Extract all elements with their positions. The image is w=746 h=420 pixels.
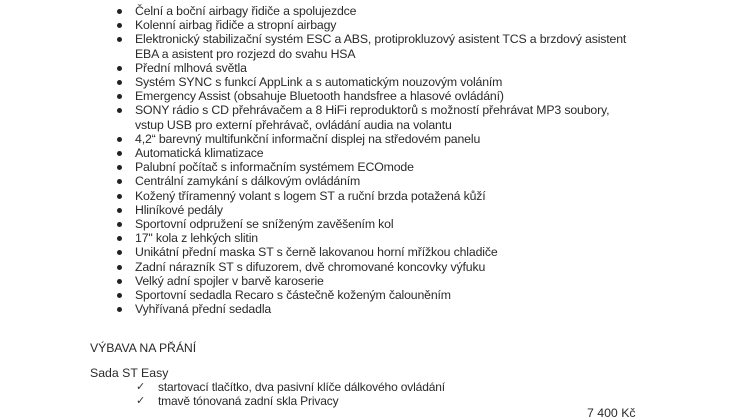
list-item-text: Sportovní sedadla Recaro s částečně koženým čalouněním <box>135 288 451 303</box>
list-item-text: Zadní nárazník ST s difuzorem, dvě chromované koncovky výfuku <box>135 259 486 274</box>
list-item-text: Čelní a boční airbagy řidiče a spolujezdce <box>135 4 357 18</box>
bullet-icon <box>117 194 122 199</box>
package-title: Sada ST Easy <box>90 366 169 380</box>
list-item-text: Hliníkové pedály <box>135 202 223 217</box>
list-item-text: Automatická klimatizace <box>135 146 264 161</box>
list-item <box>115 103 635 131</box>
list-item <box>115 4 635 18</box>
bullet-icon <box>117 66 122 71</box>
list-item-text: startovací tlačítko, dva pasivní klíče dálkového ovládání <box>158 380 445 394</box>
list-item <box>115 32 635 60</box>
bullet-icon <box>117 137 122 142</box>
list-item-text: Elektronický stabilizační systém ESC a ABS, protiprokluzový asistent TCS a brzdový asistent EBA a asistent pro rozjezd do svahu HSA <box>135 32 627 61</box>
list-item <box>115 132 635 146</box>
list-item-text: 4,2“ barevný multifunkční informační displej na středovém panelu <box>135 131 481 146</box>
list-item-text: Kožený tříramenný volant s logem ST a ruční brzda potažená kůží <box>135 188 486 203</box>
list-item <box>115 274 635 288</box>
list-item <box>115 302 635 316</box>
list-item <box>115 61 635 75</box>
list-item-text: Emergency Assist (obsahuje Bluetooth handsfree a hlasové ovládání) <box>135 89 504 104</box>
checkmark-icon: ✓ <box>136 381 146 393</box>
bullet-icon <box>117 179 122 184</box>
bullet-icon <box>117 9 122 14</box>
bullet-icon <box>117 279 122 284</box>
list-item <box>115 217 635 231</box>
bullet-icon <box>117 250 122 255</box>
list-item <box>115 89 635 103</box>
standard-equipment-list <box>115 4 635 316</box>
list-item <box>136 380 445 394</box>
bullet-icon <box>117 151 122 156</box>
list-item <box>115 75 635 89</box>
list-item-text: Přední mlhová světla <box>135 60 247 75</box>
bullet-icon <box>117 236 122 241</box>
bullet-icon <box>117 165 122 170</box>
bullet-icon <box>117 37 122 42</box>
list-item-text: Systém SYNC s funkcí AppLink a s automatickým nouzovým voláním <box>135 75 503 90</box>
list-item <box>115 245 635 259</box>
list-item <box>115 174 635 188</box>
list-item-text: Kolenní airbag řidiče a stropní airbagy <box>135 18 337 33</box>
list-item-text: Sportovní odpružení se sníženým zavěšením kol <box>135 217 394 232</box>
list-item <box>115 288 635 302</box>
checkmark-icon: ✓ <box>136 395 146 408</box>
package-price: 7 400 Kč <box>587 406 636 420</box>
bullet-icon <box>117 94 122 99</box>
list-item <box>115 203 635 217</box>
list-item-text: Vyhřívaná přední sedadla <box>135 302 272 317</box>
list-item <box>115 160 635 174</box>
bullet-icon <box>117 108 122 113</box>
list-item <box>115 146 635 160</box>
list-item-text: Velký adní spojler v barvě karoserie <box>135 273 324 288</box>
package-items-list <box>136 380 445 408</box>
bullet-icon <box>117 265 122 270</box>
bullet-icon <box>117 80 122 85</box>
optional-equipment-heading: VÝBAVA NA PŘÁNÍ <box>90 341 197 355</box>
bullet-icon <box>117 293 122 298</box>
list-item-text: Unikátní přední maska ST s černě lakovanou horní mřížkou chladiče <box>135 245 498 260</box>
list-item <box>115 260 635 274</box>
list-item <box>136 394 445 408</box>
list-item-text: Palubní počítač s informačním systémem ECOmode <box>135 160 414 175</box>
list-item <box>115 189 635 203</box>
bullet-icon <box>117 307 122 312</box>
bullet-icon <box>117 222 122 227</box>
list-item-text: 17" kola z lehkých slitin <box>135 231 258 246</box>
list-item-text: tmavě tónovaná zadní skla Privacy <box>158 394 339 409</box>
bullet-icon <box>117 208 122 213</box>
list-item-text: Centrální zamykání s dálkovým ovládáním <box>135 174 361 189</box>
list-item <box>115 18 635 32</box>
list-item-text: SONY rádio s CD přehrávačem a 8 HiFi reproduktorů s možností přehrávat MP3 soubory, vstup USB pro externí přehrávač, ovládání audia na volantu <box>135 103 610 132</box>
list-item <box>115 231 635 245</box>
bullet-icon <box>117 23 122 28</box>
